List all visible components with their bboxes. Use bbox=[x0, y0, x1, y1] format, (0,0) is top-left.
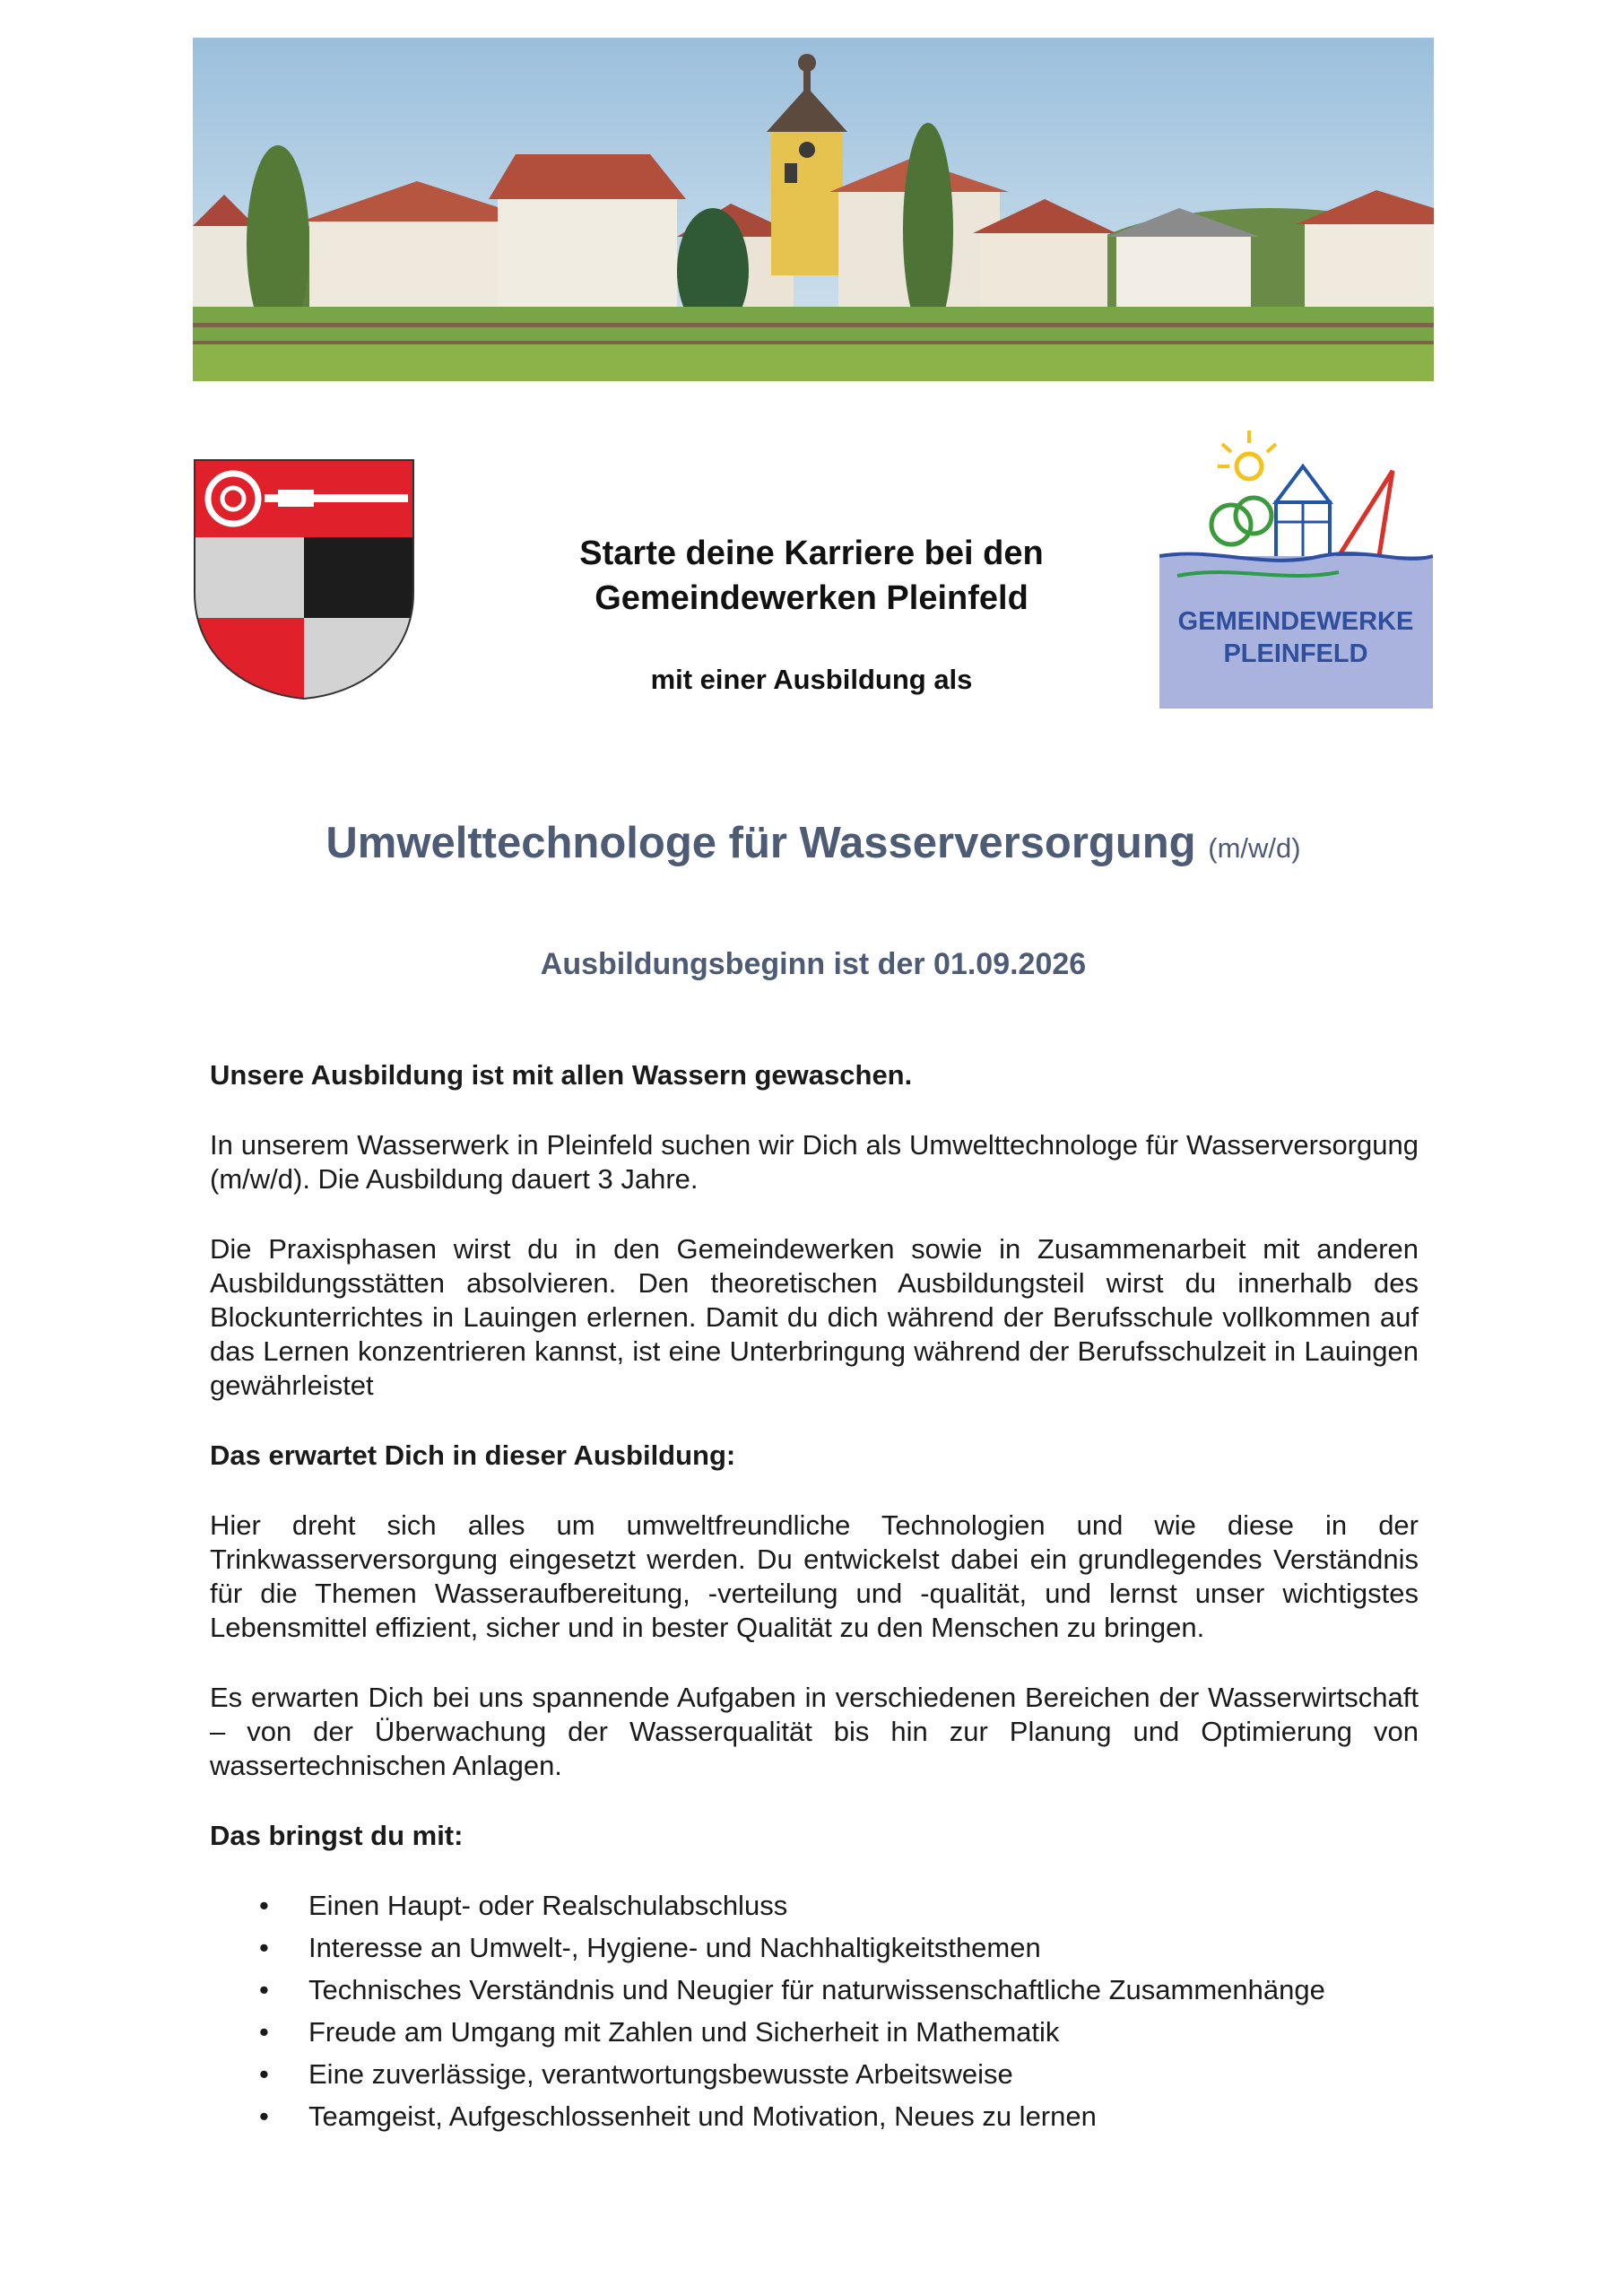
village-banner-image bbox=[193, 38, 1434, 381]
career-headline bbox=[448, 531, 1175, 621]
intro-heading: Unsere Ausbildung ist mit allen Wassern gewaschen. bbox=[210, 1059, 913, 1091]
job-title bbox=[193, 818, 1434, 868]
requirement-text: Teamgeist, Aufgeschlossenheit und Motivation, Neues zu lernen bbox=[308, 2100, 1097, 2132]
list-item bbox=[210, 1973, 1419, 2007]
logo-text-line2: PLEINFELD bbox=[1223, 639, 1368, 668]
bullet-icon: • bbox=[259, 2016, 269, 2048]
paragraph-1: In unserem Wasserwerk in Pleinfeld suchen wir Dich als Umwelttechnologe für Wasserversorgung (m/w/d). Die Ausbildung dauert 3 Jahre. bbox=[210, 1129, 1419, 1195]
requirement-text: Freude am Umgang mit Zahlen und Sicherheit in Mathematik bbox=[308, 2016, 1060, 2048]
expect-heading: Das erwartet Dich in dieser Ausbildung: bbox=[210, 1439, 736, 1471]
bring-heading: Das bringst du mit: bbox=[210, 1820, 464, 1851]
requirement-text: Interesse an Umwelt-, Hygiene- und Nachhaltigkeitsthemen bbox=[308, 1932, 1041, 1963]
bullet-icon: • bbox=[259, 1890, 269, 1921]
list-item bbox=[210, 2100, 1419, 2134]
list-item bbox=[210, 2015, 1419, 2049]
job-description bbox=[210, 1058, 1419, 2142]
training-start: Ausbildungsbeginn ist der 01.09.2026 bbox=[540, 947, 1087, 981]
gemeindewerke-logo bbox=[1159, 422, 1433, 709]
headline-line-1: Starte deine Karriere bei den bbox=[579, 535, 1044, 572]
requirements-list bbox=[210, 1889, 1419, 2134]
bullet-icon: • bbox=[259, 2058, 269, 2090]
paragraph-3: Hier dreht sich alles um umweltfreundliche Technologien und wie diese in der Trinkwasserversorgung eingesetzt werden. Du entwickelst dabei ein grundlegendes Verständnis für die Themen Wasseraufbereitung, -verteilung und -qualität, und lernst unser wichtigstes Lebensmittel effizient, sicher und in bester Qualität zu den Menschen zu bringen. bbox=[210, 1509, 1419, 1643]
list-item bbox=[210, 1889, 1419, 1923]
pleinfeld-coat-of-arms bbox=[193, 458, 415, 700]
bullet-icon: • bbox=[259, 2100, 269, 2132]
job-title-text: Umwelttechnologe für Wasserversorgung bbox=[325, 819, 1196, 867]
logo-text-line1: GEMEINDEWERKE bbox=[1177, 607, 1414, 636]
requirement-text: Einen Haupt- oder Realschulabschluss bbox=[308, 1890, 788, 1921]
list-item bbox=[210, 1931, 1419, 1965]
requirement-text: Technisches Verständnis und Neugier für naturwissenschaftliche Zusammenhänge bbox=[308, 1974, 1325, 2005]
bullet-icon: • bbox=[259, 1974, 269, 2005]
paragraph-4: Es erwarten Dich bei uns spannende Aufgaben in verschiedenen Bereichen der Wasserwirtschaft – von der Überwachung der Wasserqualität bis hin zur Planung und Optimierung von wassertechnischen Anlagen. bbox=[210, 1682, 1419, 1781]
headline-subline: mit einer Ausbildung als bbox=[650, 664, 973, 695]
paragraph-2: Die Praxisphasen wirst du in den Gemeindewerken sowie in Zusammenarbeit mit anderen Ausbildungsstätten absolvieren. Den theoretischen Ausbildungsteil wirst du innerhalb des Blockunterrichtes in Lauingen erlernen. Damit du dich während der Berufsschule vollkommen auf das Lernen konzentrieren kannst, ist eine Unterbringung während der Berufsschulzeit in Lauingen gewährleistet bbox=[210, 1233, 1419, 1401]
list-item bbox=[210, 2057, 1419, 2092]
requirement-text: Eine zuverlässige, verantwortungsbewusste Arbeitsweise bbox=[308, 2058, 1013, 2090]
bullet-icon: • bbox=[259, 1932, 269, 1963]
headline-line-2: Gemeindewerken Pleinfeld bbox=[595, 579, 1028, 617]
job-title-suffix: (m/w/d) bbox=[1208, 832, 1301, 864]
